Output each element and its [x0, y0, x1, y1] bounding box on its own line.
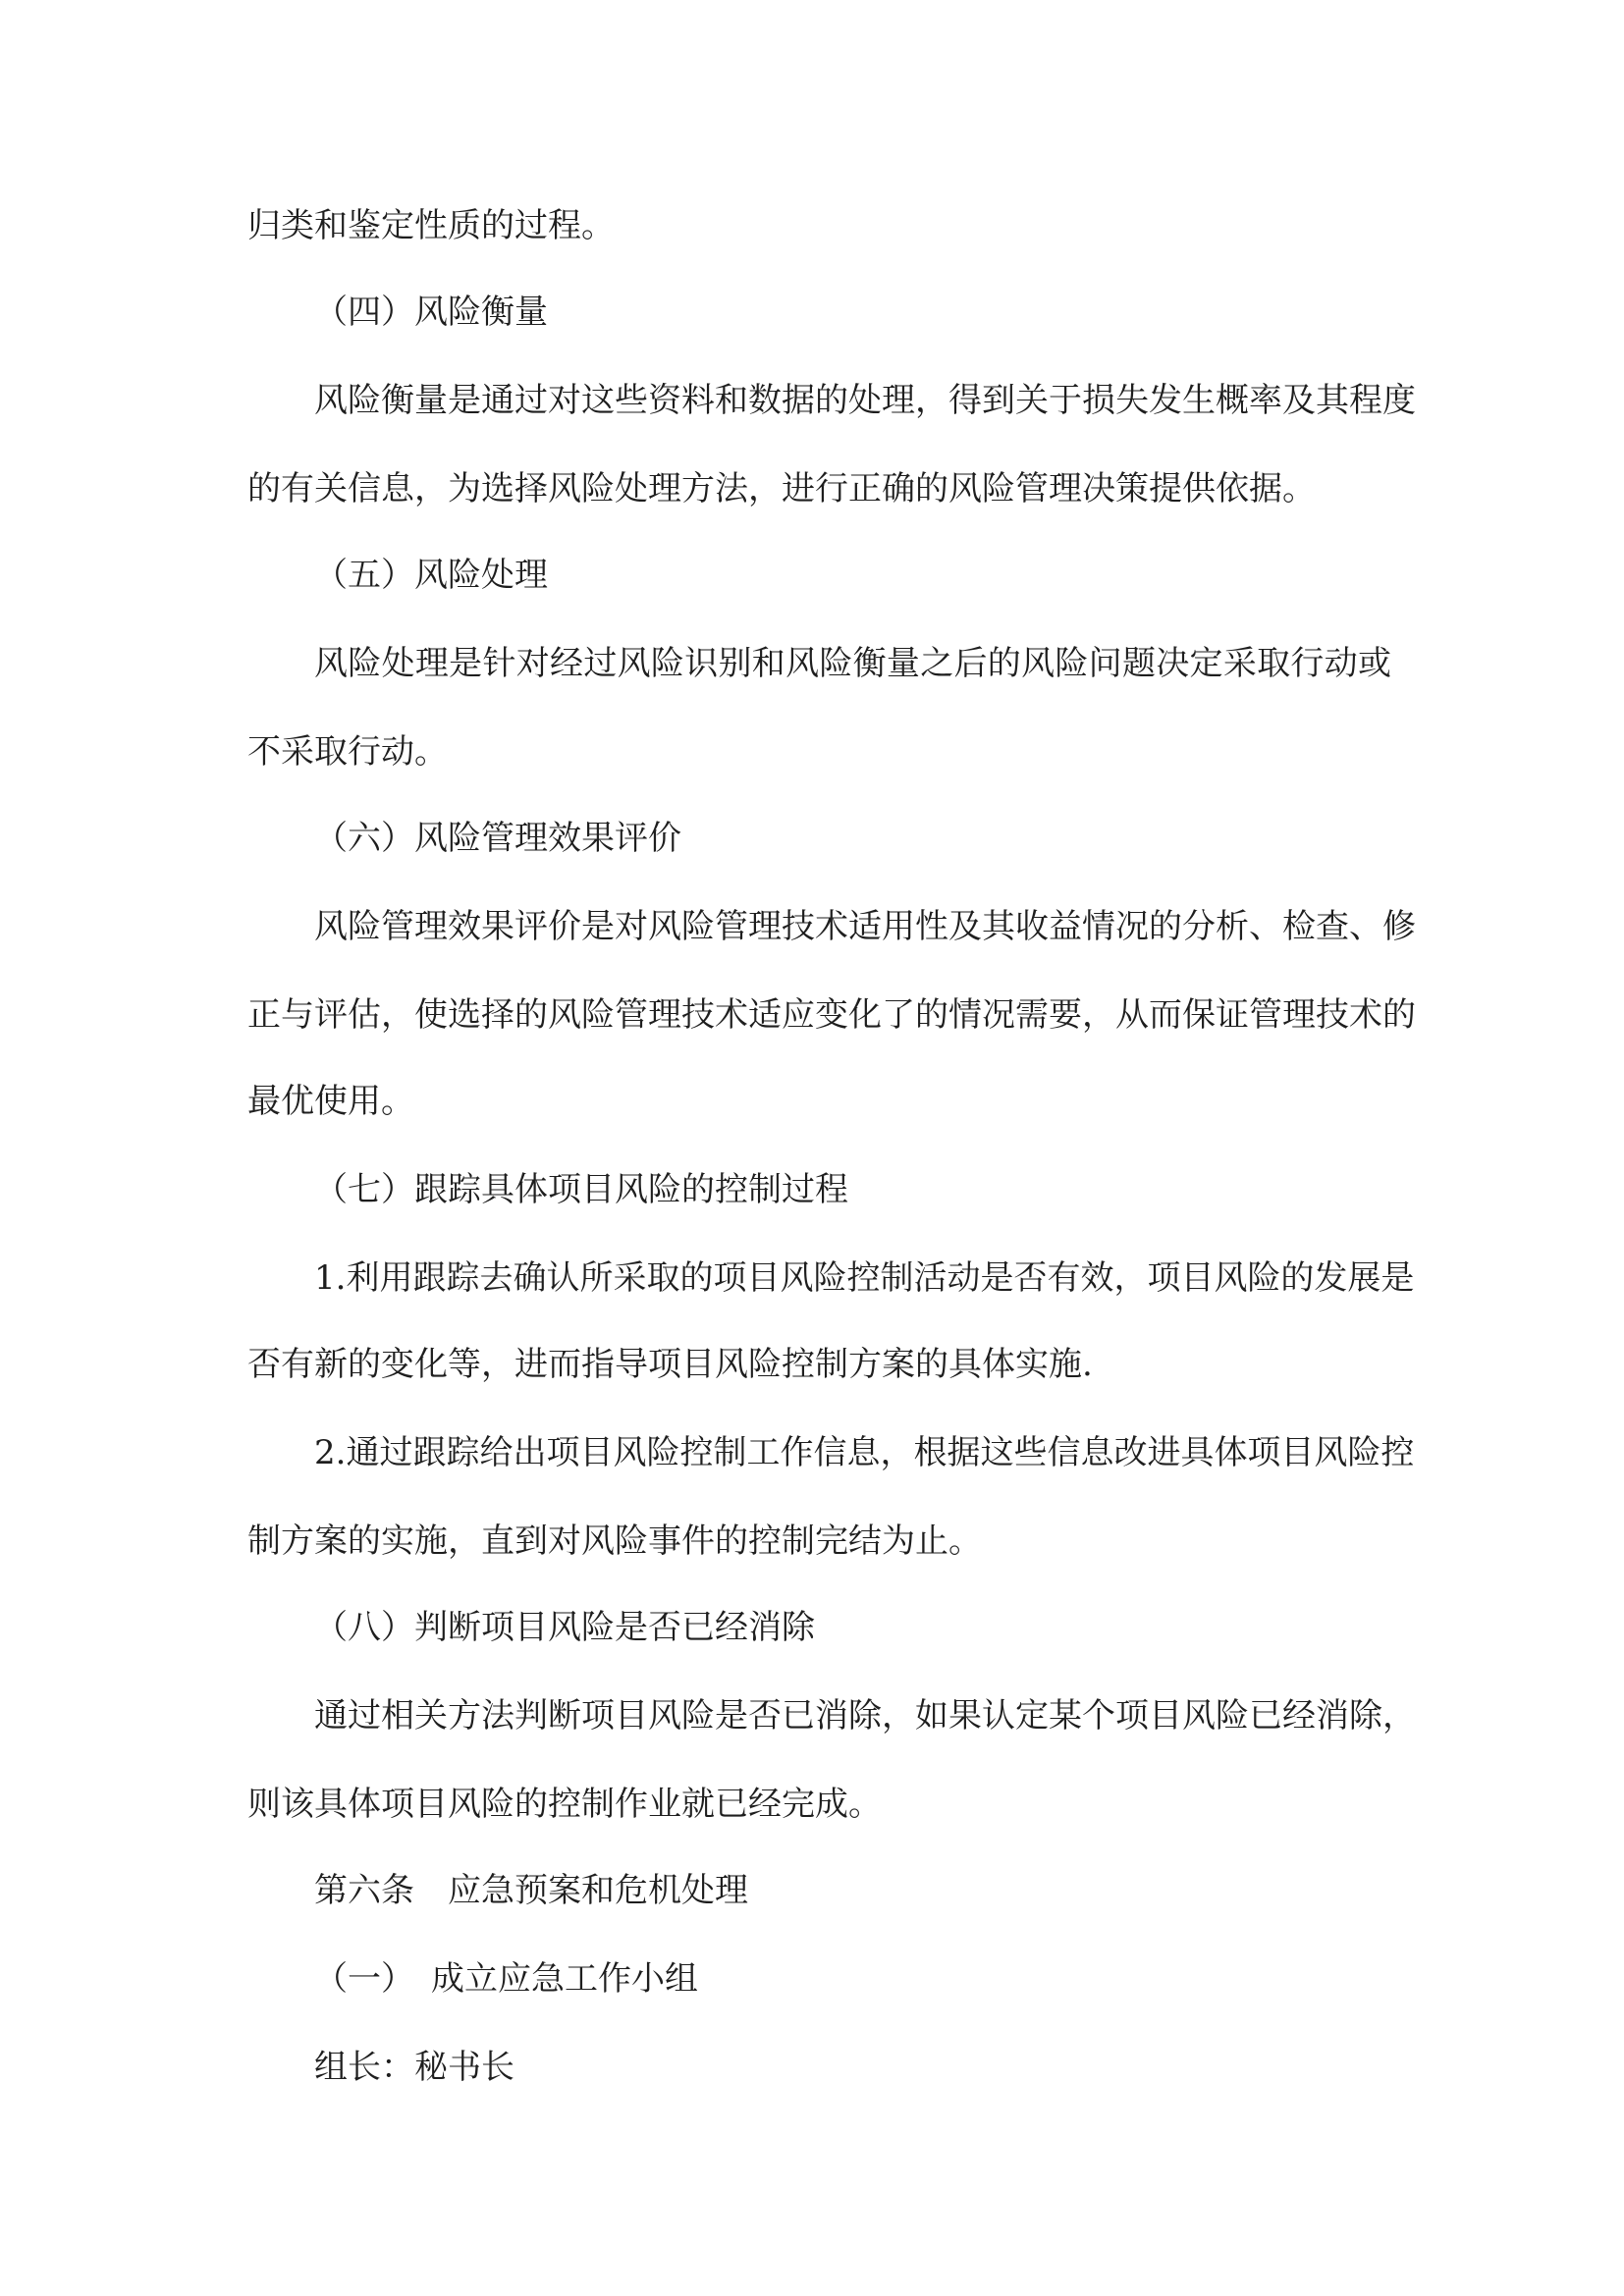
paragraph-line: 归类和鉴定性质的过程。 — [247, 206, 615, 245]
section-heading: （五）风险处理 — [314, 556, 548, 595]
paragraph-line: 风险衡量是通过对这些资料和数据的处理，得到关于损失发生概率及其程度 — [314, 381, 1416, 420]
paragraph-line: 2.通过跟踪给出项目风险控制工作信息，根据这些信息改进具体项目风险控 — [314, 1433, 1415, 1472]
paragraph-line: 正与评估，使选择的风险管理技术适应变化了的情况需要，从而保证管理技术的 — [247, 995, 1416, 1035]
paragraph-line: 1.利用跟踪去确认所采取的项目风险控制活动是否有效，项目风险的发展是 — [314, 1258, 1415, 1298]
paragraph-line: 组长：秘书长 — [314, 2048, 514, 2087]
section-heading: （八）判断项目风险是否已经消除 — [314, 1608, 815, 1647]
section-heading: （七）跟踪具体项目风险的控制过程 — [314, 1170, 848, 1209]
paragraph-line: 最优使用。 — [247, 1082, 414, 1121]
section-heading: （一） 成立应急工作小组 — [314, 1959, 698, 1999]
paragraph-line: 风险管理效果评价是对风险管理技术适用性及其收益情况的分析、检查、修 — [314, 907, 1416, 946]
paragraph-line: 制方案的实施，直到对风险事件的控制完结为止。 — [247, 1522, 982, 1561]
section-heading: （六）风险管理效果评价 — [314, 819, 681, 858]
paragraph-line: 不采取行动。 — [247, 732, 448, 772]
paragraph-line: 的有关信息，为选择风险处理方法，进行正确的风险管理决策提供依据。 — [247, 469, 1316, 508]
article-heading: 第六条 应急预案和危机处理 — [314, 1871, 748, 1910]
paragraph-line: 否有新的变化等，进而指导项目风险控制方案的具体实施. — [247, 1345, 1093, 1384]
paragraph-line: 则该具体项目风险的控制作业就已经完成。 — [247, 1785, 882, 1824]
paragraph-line: 风险处理是针对经过风险识别和风险衡量之后的风险问题决定采取行动或 — [314, 644, 1391, 683]
paragraph-line: 通过相关方法判断项目风险是否已消除，如果认定某个项目风险已经消除， — [314, 1696, 1416, 1735]
section-heading: （四）风险衡量 — [314, 293, 548, 332]
